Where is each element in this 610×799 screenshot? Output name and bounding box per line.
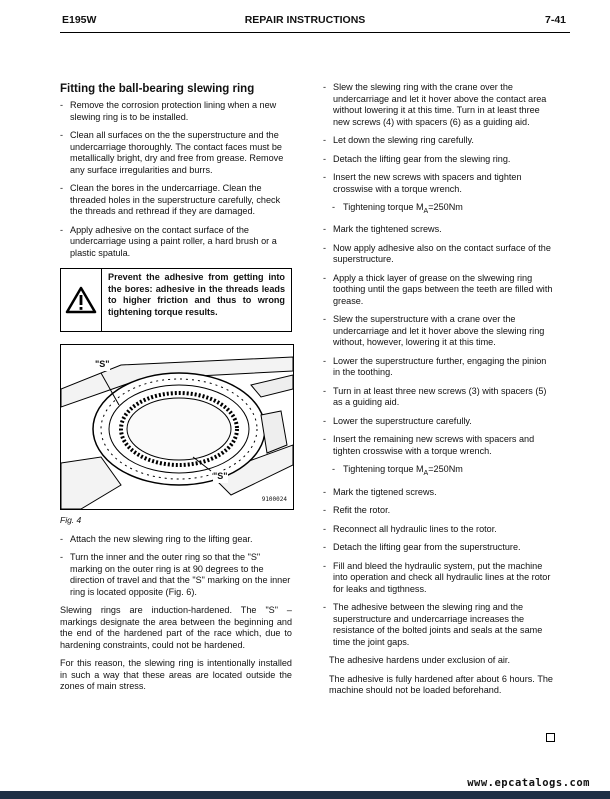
figure-label-s-top: "S"	[95, 359, 110, 369]
header-model: E195W	[62, 14, 97, 26]
paragraph: For this reason, the slewing ring is intentionally installed in such a way that these areas are located outside the zones of main stress.	[60, 658, 292, 691]
list-item: - Mark the tigtened screws.	[323, 487, 553, 499]
list-item: - Detach the lifting gear from the superstructure.	[323, 542, 553, 554]
list-item: - Attach the new slewing ring to the lifting gear.	[60, 534, 292, 546]
list-item: - Slew the superstructure with a crane over the undercarriage and let it hover above the slewing ring without, however, lowering it at this time.	[323, 314, 553, 349]
figure-label-s-bottom: "S"	[213, 471, 228, 481]
figure-slewing-ring	[60, 344, 294, 510]
list-item: - Insert the remaining new screws with spacers and tighten crosswise with a torque wrench.	[323, 434, 553, 457]
list-item: - Apply a thick layer of grease on the slwewing ring toothing until the gaps between the teeth are filled with grease.	[323, 273, 553, 308]
end-of-section-marker	[546, 733, 555, 742]
paragraph: The adhesive is fully hardened after about 6 hours. The machine should not be loaded beforehand.	[329, 673, 553, 696]
section-heading: Fitting the ball-bearing slewing ring	[60, 83, 255, 95]
page-footer	[0, 777, 610, 799]
header-page-number: 7-41	[544, 14, 566, 26]
list-item: - Lower the superstructure carefully.	[323, 416, 553, 428]
list-item: - Turn in at least three new screws (3) with spacers (5) as a guiding aid.	[323, 386, 553, 409]
list-item: - Slew the slewing ring with the crane over the undercarriage and let it hover above the contact area without lowering it at this time. Turn in at least three new screws (4) with spacers (6) as a guiding aid.	[323, 82, 553, 128]
list-item: - Turn the inner and the outer ring so that the "S" marking on the outer ring is at 90 degrees to the direction of travel and that the "S" marking on the inner ring is located opposite (Fig. 6).	[60, 552, 292, 598]
list-item: - Remove the corrosion protection lining when a new slewing ring is to be installed.	[60, 100, 292, 123]
warning-box	[60, 268, 292, 332]
figure-code: 9100024	[261, 495, 287, 503]
list-item: - Detach the lifting gear from the slewing ring.	[323, 154, 553, 166]
list-item: - Insert the new screws with spacers and tighten crosswise with a torque wrench.	[323, 172, 553, 195]
list-item: - Reconnect all hydraulic lines to the rotor.	[323, 524, 553, 536]
figure-caption: Fig. 4	[60, 515, 82, 525]
footer-url: www.epcatalogs.com	[467, 777, 590, 789]
list-item: - Mark the tightened screws.	[323, 224, 553, 236]
list-item: - Now apply adhesive also on the contact surface of the superstructure.	[323, 243, 553, 266]
list-item: - Fill and bleed the hydraulic system, put the machine into operation and check all hydraulic lines at the rotor for leaks and tigthness.	[323, 561, 553, 596]
list-item: - Let down the slewing ring carefully.	[323, 135, 553, 147]
paragraph: Slewing rings are induction-hardened. The "S" – markings designate the area between the beginning and the end of the hardened part of the race which, due to hardening constraints, could not be hardened.	[60, 605, 292, 650]
warning-text: Prevent the adhesive from getting into the bores: adhesive in the threads leads to higher friction and thus to wrong tightening torque results.	[108, 272, 285, 317]
list-item: - The adhesive between the slewing ring and the superstructure and undercarriage increases the resistance of the bolted joints and seals at the same time the joint gaps.	[323, 602, 553, 648]
left-column	[60, 82, 292, 700]
header-title: REPAIR INSTRUCTIONS	[244, 14, 366, 26]
warning-icon	[61, 269, 102, 331]
footer-bar	[0, 791, 610, 799]
header-rule	[60, 32, 570, 33]
right-column	[323, 82, 553, 704]
paragraph: The adhesive hardens under exclusion of air.	[329, 655, 510, 666]
list-item: - Lower the superstructure further, engaging the pinion in the toothing.	[323, 356, 553, 379]
torque-spec: - Tightening torque $M_A=250Nm$	[323, 202, 553, 217]
list-item: - Refit the rotor.	[323, 505, 553, 517]
list-item: - Clean all surfaces on the the superstructure and the undercarriage thoroughly. The contact faces must be metallically bright, dry and free from grease. Remove any surface irregularities and burrs.	[60, 130, 292, 176]
list-item: - Apply adhesive on the contact surface of the undercarriage using a paint roller, a hard brush or a plastic spatula.	[60, 225, 292, 260]
page-header	[0, 14, 610, 28]
torque-spec: - Tightening torque $M_A=250Nm$	[323, 464, 553, 479]
list-item: - Clean the bores in the undercarriage. Clean the threaded holes in the superstructure carefully, check the threads and rethread if they are damaged.	[60, 183, 292, 218]
